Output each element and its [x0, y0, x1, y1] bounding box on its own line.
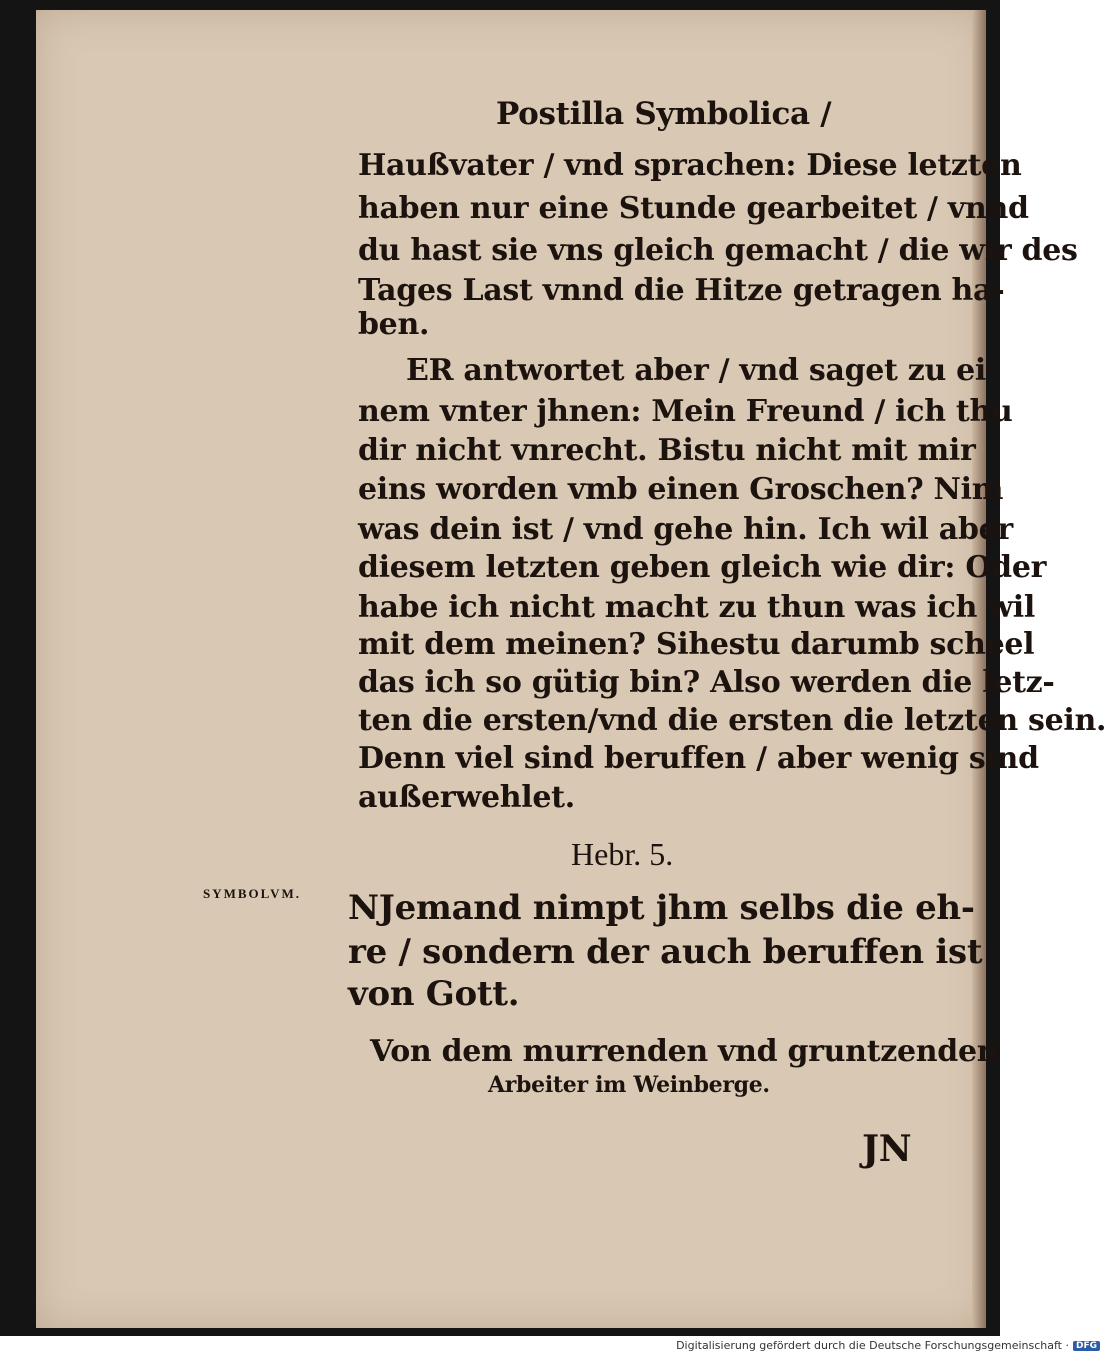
text-line: habe ich nicht macht zu thun was ich wil: [358, 590, 1035, 625]
symbolum-line: NJemand nimpt jhm selbs die eh-: [348, 888, 975, 928]
text-line: Denn viel sind beruffen / aber wenig sind: [358, 741, 1039, 776]
text-line: dir nicht vnrecht. Bistu nicht mit mir: [358, 433, 976, 468]
text-line: Tages Last vnnd die Hitze getragen ha-: [358, 273, 1005, 308]
text-line: Haußvater / vnd sprachen: Diese letzten: [358, 148, 1022, 183]
text-line: außerwehlet.: [358, 780, 575, 815]
scripture-reference: Hebr. 5.: [571, 836, 674, 872]
text-line: haben nur eine Stunde gearbeitet / vnnd: [358, 191, 1029, 226]
text-line: du hast sie vns gleich gemacht / die wir des: [358, 233, 1078, 268]
book-page: [36, 10, 1106, 1328]
symbolum-line: re / sondern der auch beruffen ist: [348, 932, 983, 972]
text-line: ER antwortet aber / vnd saget zu ei-: [406, 353, 999, 388]
section-heading-line2: Arbeiter im Weinberge.: [488, 1072, 770, 1098]
catchword: JN: [862, 1128, 912, 1170]
text-line: diesem letzten geben gleich wie dir: Oder: [358, 550, 1047, 585]
text-line: nem vnter jhnen: Mein Freund / ich thu: [358, 394, 1013, 429]
running-header: Postilla Symbolica /: [496, 96, 832, 132]
digitization-credit: [676, 1339, 1100, 1352]
text-line: ten die ersten/vnd die ersten die letzten sein.: [358, 703, 1106, 738]
margin-note: SYMBOLVM.: [203, 886, 302, 901]
text-line: eins worden vmb einen Groschen? Nim: [358, 472, 1004, 507]
text-line: mit dem meinen? Sihestu darumb scheel: [358, 627, 1035, 662]
section-heading: Von dem murrenden vnd gruntzenden: [370, 1034, 999, 1069]
text-line: ben.: [358, 307, 430, 342]
text-line: was dein ist / vnd gehe hin. Ich wil aber: [358, 512, 1013, 547]
dfg-logo: DFG: [1073, 1341, 1100, 1351]
credit-text: Digitalisierung gefördert durch die Deutsche Forschungsgemeinschaft ·: [676, 1339, 1069, 1352]
symbolum-line: von Gott.: [348, 974, 520, 1014]
text-line: das ich so gütig bin? Also werden die letz-: [358, 665, 1055, 700]
